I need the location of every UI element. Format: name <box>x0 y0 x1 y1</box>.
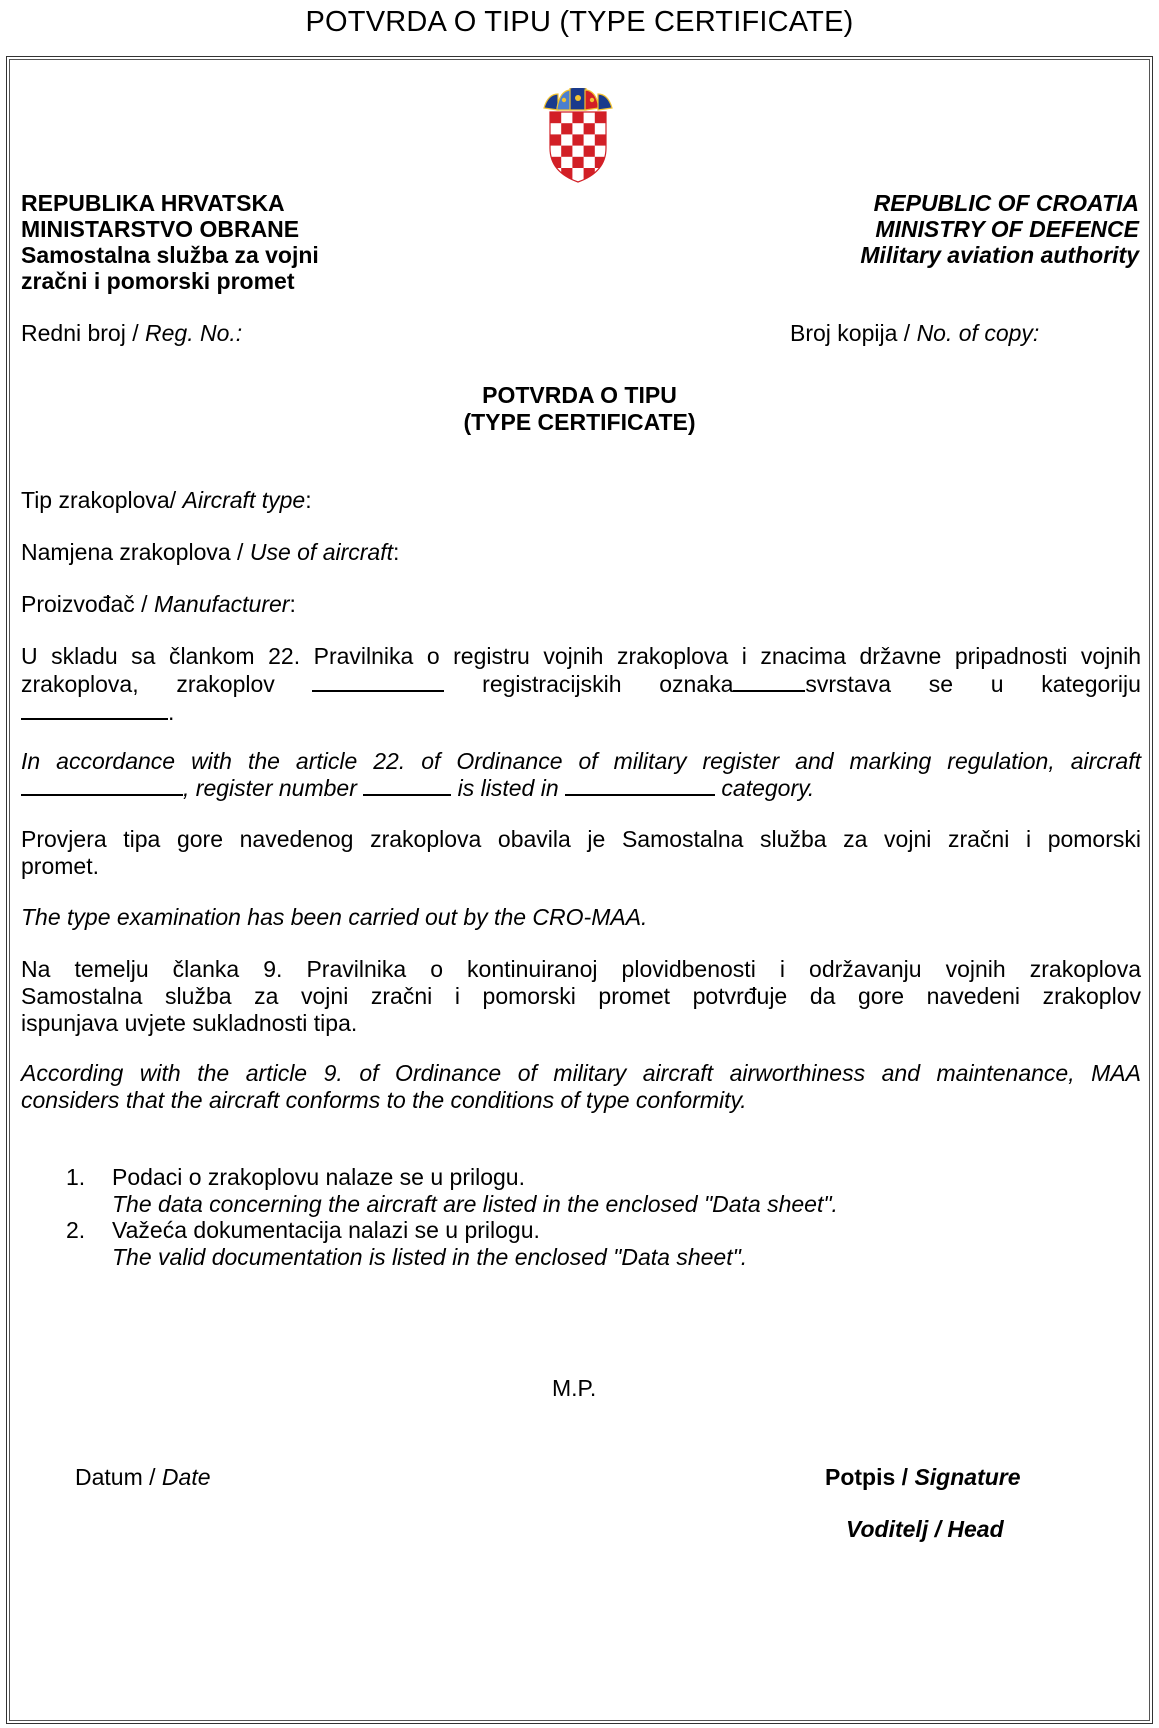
para4: The type examination has been carried out by the CRO-MAA. <box>21 904 648 930</box>
para2-line1: In accordance with the article 22. of Ordinance of military register and marking regulation, aircraft <box>21 748 1141 774</box>
manufacturer-hr: Proizvođač / <box>21 591 154 617</box>
use-of-aircraft-colon: : <box>393 539 400 565</box>
category-blank-line-en <box>565 775 715 796</box>
reg-no-label-hr: Redni broj / <box>21 320 146 346</box>
date-label-en: Date <box>161 1464 211 1490</box>
checkerboard-shield-icon <box>550 112 606 184</box>
header-left-line1: REPUBLIKA HRVATSKA <box>21 190 285 216</box>
signature-label-en: Signature <box>914 1464 1021 1490</box>
use-of-aircraft-field <box>21 538 399 566</box>
aircraft-blank-line <box>312 671 444 692</box>
list-item-en: The data concerning the aircraft are listed in the enclosed "Data sheet". <box>112 1191 838 1217</box>
list-item-number: 1. <box>66 1164 86 1190</box>
para6-line1: According with the article 9. of Ordinance of military aircraft airworthiness and maintenance, MAA <box>21 1060 1141 1086</box>
para2-line2 <box>21 774 1141 803</box>
manufacturer-field <box>21 590 296 618</box>
oznaka-group <box>659 670 891 699</box>
register-blank-line-en <box>363 775 451 796</box>
para1-word: u <box>990 671 1004 697</box>
header-left-line3: Samostalna služba za vojni <box>21 242 319 268</box>
header-right-line3: Military aviation authority <box>860 242 1139 268</box>
para2-text: is listed in <box>457 775 559 801</box>
reg-no-label-en: Reg. No.: <box>145 320 243 346</box>
category-blank-line <box>21 699 168 720</box>
para1-word: se <box>928 671 954 697</box>
stamp-label: M.P. <box>552 1375 597 1401</box>
manufacturer-en: Manufacturer <box>153 591 290 617</box>
reg-no-label <box>21 319 242 347</box>
para1-period: . <box>168 699 175 725</box>
para3-line2: promet. <box>21 853 99 879</box>
use-of-aircraft-en: Use of aircraft <box>249 539 393 565</box>
para1-word: svrstava <box>805 671 892 697</box>
head-label: Voditelj / Head <box>846 1516 1004 1542</box>
page-title: POTVRDA O TIPU (TYPE CERTIFICATE) <box>305 6 854 38</box>
aircraft-type-en: Aircraft type <box>182 487 306 513</box>
para5-line1: Na temelju članka 9. Pravilnika o kontinuiranoj plovidbenosti i održavanju vojnih zrakoplova <box>21 956 1141 982</box>
register-blank-line <box>733 671 805 692</box>
list-item-hr: Važeća dokumentacija nalazi se u prilogu. <box>112 1217 540 1243</box>
header-left-line2: MINISTARSTVO OBRANE <box>21 216 300 242</box>
crown-icon <box>544 88 612 110</box>
header-right-line2: MINISTRY OF DEFENCE <box>875 216 1139 242</box>
para3-line1: Provjera tipa gore navedenog zrakoplova obavila je Samostalna služba za vojni zračni i pomorski <box>21 826 1141 852</box>
doc-title-line2: (TYPE CERTIFICATE) <box>463 409 696 435</box>
list-item-number: 2. <box>66 1217 86 1243</box>
aircraft-type-colon: : <box>305 487 312 513</box>
para1-word: oznaka <box>659 671 734 697</box>
para6-line2: considers that the aircraft conforms to the conditions of type conformity. <box>21 1087 747 1113</box>
use-of-aircraft-hr: Namjena zrakoplova / <box>21 539 250 565</box>
para2-text: category. <box>721 775 815 801</box>
header-left-line4: zračni i pomorski promet <box>21 268 295 294</box>
list-item-hr: Podaci o zrakoplovu nalaze se u prilogu. <box>112 1164 525 1190</box>
aircraft-type-field <box>21 486 312 514</box>
copy-no-label-hr: Broj kopija / <box>790 320 917 346</box>
header-right-line1: REPUBLIC OF CROATIA <box>873 190 1139 216</box>
para5-line3: ispunjava uvjete sukladnosti tipa. <box>21 1010 358 1036</box>
para5-line2: Samostalna služba za vojni zračni i pomorski promet potvrđuje da gore navedeni zrakoplov <box>21 983 1141 1009</box>
para1-line1: U skladu sa člankom 22. Pravilnika o registru vojnih zrakoplova i znacima državne pripadnosti vojnih <box>21 643 1141 669</box>
para1-line3 <box>21 698 1141 727</box>
aircraft-blank-line-en <box>21 775 183 796</box>
para1-word: kategoriju <box>1041 671 1141 697</box>
list-item-en: The valid documentation is listed in the enclosed "Data sheet". <box>112 1244 748 1270</box>
para1-word: zrakoplov <box>176 671 275 697</box>
croatian-coat-of-arms-icon <box>542 88 614 184</box>
para1-word: registracijskih <box>482 671 622 697</box>
date-label <box>75 1463 211 1491</box>
signature-label <box>825 1463 1021 1491</box>
manufacturer-colon: : <box>289 591 296 617</box>
date-label-hr: Datum / <box>75 1464 162 1490</box>
copy-no-label <box>790 319 1039 347</box>
para1-word: zrakoplova, <box>21 671 139 697</box>
signature-label-hr: Potpis / <box>825 1464 915 1490</box>
copy-no-label-en: No. of copy: <box>916 320 1040 346</box>
doc-title-line1: POTVRDA O TIPU <box>482 382 677 408</box>
aircraft-type-hr: Tip zrakoplova/ <box>21 487 183 513</box>
para1-line2 <box>21 670 1141 699</box>
para2-text: , register number <box>183 775 357 801</box>
